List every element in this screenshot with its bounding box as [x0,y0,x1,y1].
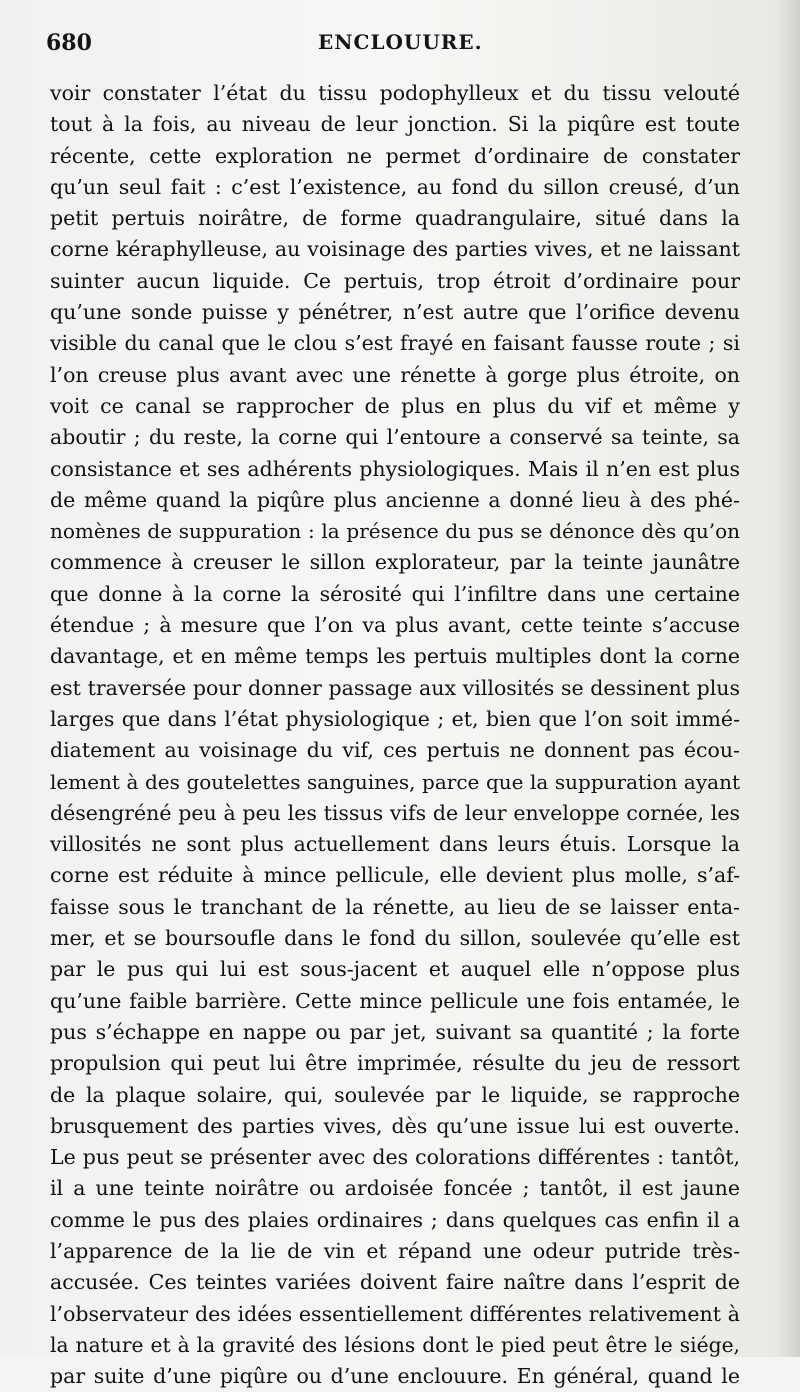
text-line: l’apparence de la lie de vin et répand une odeur putride très- [50,1238,740,1263]
text-line: visible du canal que le clou s’est frayé en faisant fausse route ; si [50,331,740,356]
page-number: 680 [46,30,92,56]
text-line: il a une teinte noirâtre ou ardoisée foncée ; tantôt, il est jaune [50,1176,740,1201]
text-line: par suite d’une piqûre ou d’une enclouure. En général, quand le [50,1364,740,1389]
text-line: voit ce canal se rapprocher de plus en plus du vif et même y [50,393,740,418]
text-line: propulsion qui peut lui être imprimée, résulte du jeu de ressort [50,1051,740,1076]
text-line: est traversée pour donner passage aux villosités se dessinent plus [50,675,740,700]
text-line: tout à la fois, au niveau de leur jonction. Si la piqûre est toute [50,112,740,137]
text-line: qu’un seul fait : c’est l’existence, au fond du sillon creusé, d’un [50,174,740,199]
text-line: brusquement des parties vives, dès qu’une issue lui est ouverte. [50,1113,740,1138]
text-line: l’observateur des idées essentiellement différentes relativement à [50,1301,740,1326]
text-line: pus s’échappe en nappe ou par jet, suivant sa quantité ; la forte [50,1019,740,1044]
text-line: nomènes de suppuration : la présence du pus se dénonce dès qu’on [50,519,740,544]
text-line: larges que dans l’état physiologique ; et, bien que l’on soit immé- [50,706,740,731]
text-line: désengréné peu à peu les tissus vifs de leur enveloppe cornée, les [50,800,740,825]
text-line: voir constater l’état du tissu podophylleux et du tissu velouté [50,81,740,105]
text-line: diatement au voisinage du vif, ces pertuis ne donnent pas écou- [50,738,740,763]
text-line: que donne à la corne la sérosité qui l’infiltre dans une certaine [50,581,740,606]
running-title: ENCLOUURE. [318,30,483,54]
text-line: récente, cette exploration ne permet d’ordinaire de constater [50,143,740,168]
text-line: faisse sous le tranchant de la rénette, au lieu de se laisser enta- [50,894,740,919]
text-line: corne kéraphylleuse, au voisinage des parties vives, et ne laissant [50,237,740,262]
text-line: de la plaque solaire, qui, soulevée par le liquide, se rapproche [50,1082,740,1107]
text-line: lement à des goutelettes sanguines, parce que la suppuration ayant [50,769,740,794]
text-line: petit pertuis noirâtre, de forme quadrangulaire, situé dans la [50,206,740,231]
text-line: commence à creuser le sillon explorateur, par la teinte jaunâtre [50,550,740,575]
text-line: l’on creuse plus avant avec une rénette à gorge plus étroite, on [50,362,740,387]
text-line: par le pus qui lui est sous-jacent et auquel elle n’oppose plus [50,957,740,982]
text-line: corne est réduite à mince pellicule, elle devient plus molle, s’af- [50,863,740,888]
text-line: Le pus peut se présenter avec des colorations différentes : tantôt, [50,1145,740,1170]
text-line: qu’une sonde puisse y pénétrer, n’est autre que l’orifice devenu [50,300,740,325]
page-header [46,30,746,66]
text-line: comme le pus des plaies ordinaires ; dans quelques cas enfin il a [50,1207,740,1232]
text-line: qu’une faible barrière. Cette mince pellicule une fois entamée, le [50,988,740,1013]
text-line: davantage, et en même temps les pertuis multiples dont la corne [50,644,740,669]
text-line: étendue ; à mesure que l’on va plus avant, cette teinte s’accuse [50,613,740,638]
body-text [50,78,740,1392]
text-line: suinter aucun liquide. Ce pertuis, trop étroit d’ordinaire pour [50,268,740,293]
text-line: villosités ne sont plus actuellement dans leurs étuis. Lorsque la [50,832,740,857]
text-line: de même quand la piqûre plus ancienne a donné lieu à des phé- [50,487,740,512]
text-line: accusée. Ces teintes variées doivent faire naître dans l’esprit de [50,1270,740,1295]
text-line: aboutir ; du reste, la corne qui l’entoure a conservé sa teinte, sa [50,425,740,450]
text-line: la nature et à la gravité des lésions dont le pied peut être le siége, [50,1332,740,1357]
text-line: mer, et se boursoufle dans le fond du sillon, soulevée qu’elle est [50,926,740,951]
text-line: consistance et ses adhérents physiologiques. Mais il n’en est plus [50,456,740,481]
